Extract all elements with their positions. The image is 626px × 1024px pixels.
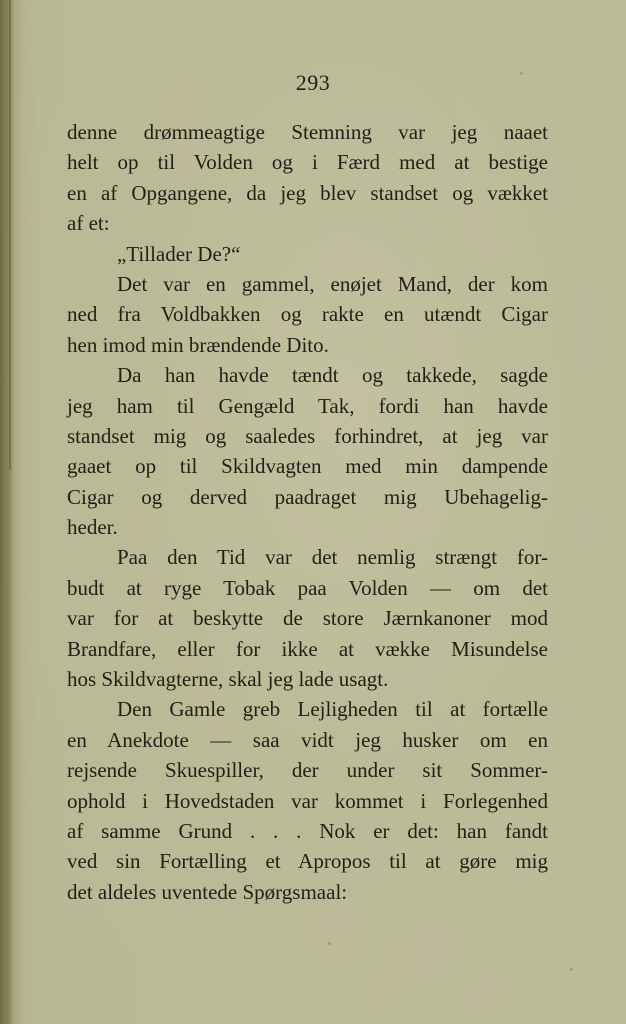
- text-line: en Anekdote — saa vidt jeg husker om en: [67, 727, 548, 752]
- paper-speck: [570, 968, 573, 971]
- text-line: ophold i Hovedstaden var kommet i Forlegenhed: [67, 788, 548, 813]
- text-line: denne drømmeagtige Stemning var jeg naaet: [67, 120, 548, 144]
- text-line: det aldeles uventede Spørgsmaal:: [67, 879, 348, 904]
- text-line: Brandfare, eller for ikke at vække Misundelse: [67, 636, 548, 661]
- body-text: [67, 117, 548, 907]
- text-line: rejsende Skuespiller, der under sit Sommer-: [67, 758, 548, 783]
- text-line: „Tillader De?“: [117, 241, 241, 266]
- text-line: var for at beskytte de store Jærnkanoner mod: [67, 606, 548, 631]
- text-line: Da han havde tændt og takkede, sagde: [117, 363, 548, 388]
- paper-speck: [328, 942, 331, 945]
- text-line: gaaet op til Skildvagten med min dampende: [67, 454, 548, 479]
- text-line: af et:: [67, 211, 110, 236]
- text-line: ned fra Voldbakken og rakte en utændt Cigar: [67, 302, 548, 327]
- text-line: af samme Grund . . . Nok er det: han fandt: [67, 818, 548, 843]
- text-line: heder.: [67, 515, 118, 540]
- text-line: helt op til Volden og i Færd med at bestige: [67, 150, 548, 175]
- text-line: jeg ham til Gengæld Tak, fordi han havde: [67, 393, 548, 418]
- book-spine-shadow: [0, 0, 14, 1024]
- text-line: hen imod min brændende Dito.: [67, 332, 329, 357]
- text-line: budt at ryge Tobak paa Volden — om det: [67, 575, 548, 600]
- text-line: ved sin Fortælling et Apropos til at gøre mig: [67, 849, 548, 874]
- text-line: Det var en gammel, enøjet Mand, der kom: [117, 271, 548, 296]
- text-line: hos Skildvagterne, skal jeg lade usagt.: [67, 667, 389, 692]
- text-line: standset mig og saaledes forhindret, at jeg var: [67, 423, 548, 448]
- text-line: en af Opgangene, da jeg blev standset og vækket: [67, 180, 548, 205]
- text-line: Cigar og derved paadraget mig Ubehagelig-: [67, 484, 548, 509]
- page-number: 293: [295, 70, 331, 95]
- text-line: Paa den Tid var det nemlig strængt for-: [117, 545, 548, 570]
- text-line: Den Gamle greb Lejligheden til at fortælle: [117, 697, 548, 722]
